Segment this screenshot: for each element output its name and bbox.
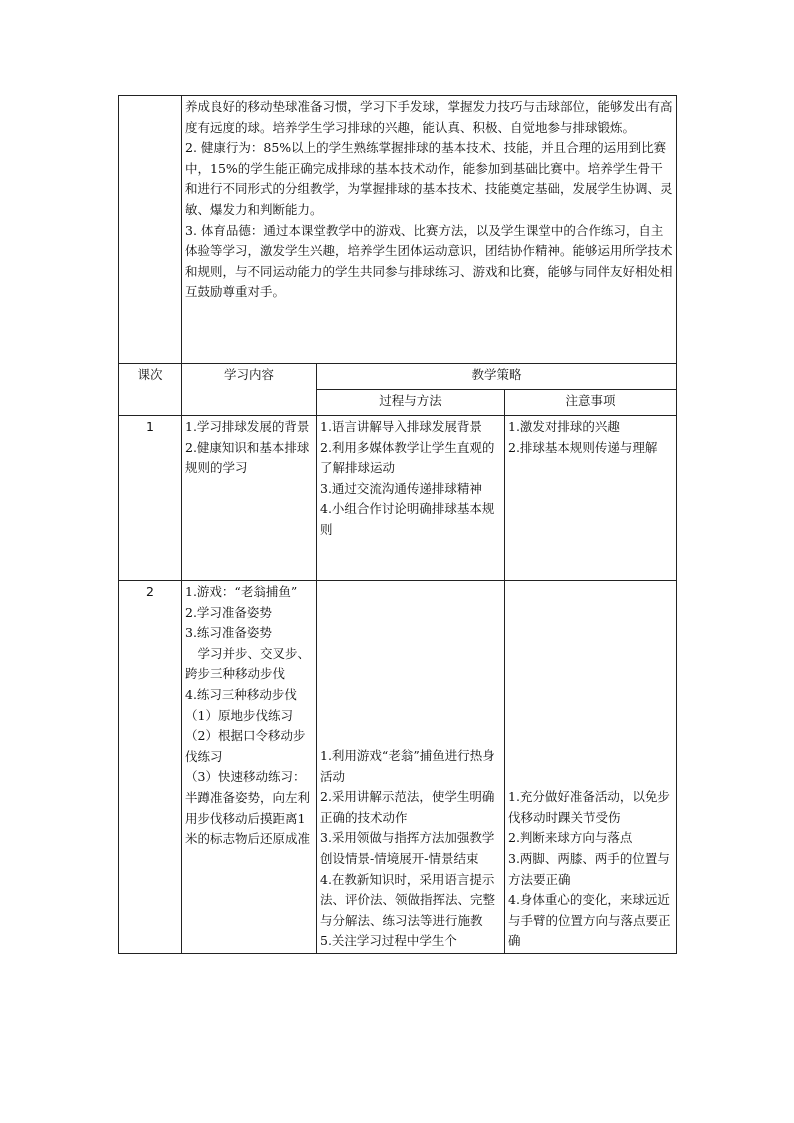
intro-paragraph: 3. 体育品德：通过本课堂教学中的游戏、比赛方法，以及学生课堂中的合作练习，自主体验等学习，激发学生兴趣，培养学生团体运动意识，团结协作精神。能够运用所学技术和规则，与不同运动能力的学生共同参与排球练习、游戏和比赛，能够与同伴友好相处相互鼓励尊重对手。 [185, 222, 673, 300]
process-item: 2.采用讲解示范法，使学生明确正确的技术动作 [320, 789, 495, 825]
notes-item: 2.排球基本规则传递与理解 [508, 439, 658, 455]
table-row [119, 581, 677, 954]
process-item: 1.利用游戏“老翁”捕鱼进行热身活动 [320, 748, 495, 784]
table-row [119, 416, 677, 581]
content-item: 2.健康知识和基本排球规则的学习 [185, 439, 310, 476]
intro-row [119, 96, 677, 364]
header-strategy: 教学策略 [317, 364, 677, 390]
lesson-number: 2 [119, 581, 182, 954]
content-cell [182, 416, 317, 581]
content-cell [182, 581, 317, 954]
content-item: 2.学习准备姿势 [185, 604, 272, 620]
process-item: 2.利用多媒体教学让学生直观的了解排球运动 [320, 439, 495, 476]
process-cell [317, 416, 505, 581]
header-notes: 注意事项 [505, 390, 677, 416]
intro-paragraph: 养成良好的移动垫球准备习惯，学习下手发球，掌握发力技巧与击球部位，能够发出有高度有远度的球。培养学生学习排球的兴趣，能认真、积极、自觉地参与排球锻炼。 [185, 99, 673, 135]
lesson-number: 1 [119, 416, 182, 581]
notes-item: 2.判断来球方向与落点 [508, 830, 633, 846]
header-lesson: 课次 [119, 364, 182, 416]
notes-item: 1.激发对排球的兴趣 [508, 419, 620, 434]
header-row-1 [119, 364, 677, 390]
notes-cell [505, 581, 677, 954]
process-item: 1.语言讲解导入排球发展背景 [320, 419, 482, 434]
notes-item: 3.两脚、两膝、两手的位置与方法要正确 [508, 851, 670, 887]
intro-left-cell [119, 96, 182, 364]
notes-item: 4.身体重心的变化，来球远近与手臂的位置方向与落点要正确 [508, 892, 671, 949]
process-cell [317, 581, 505, 954]
process-item: 3.采用领做与指挥方法加强教学 [320, 830, 495, 846]
process-item: 创设情景-情境展开-情景结束 [320, 851, 479, 867]
notes-item: 1.充分做好准备活动，以免步伐移动时踝关节受伤 [508, 789, 670, 825]
process-item: 3.通过交流沟通传递排球精神 [320, 480, 482, 496]
content-item: 1.游戏：“老翁捕鱼” [185, 584, 298, 599]
process-item: 4.在教新知识时，采用语言提示法、评价法、领做指挥法、完整与分解法、练习法等进行施教 [320, 871, 496, 928]
lesson-plan-table [118, 95, 677, 954]
content-item: 学习并步、交叉步、跨步三种移动步伐 [185, 645, 311, 682]
header-process: 过程与方法 [317, 390, 505, 416]
content-item: （2）根据口令移动步伐练习 [185, 728, 306, 764]
content-item: 1.学习排球发展的背景 [185, 419, 310, 434]
content-item: （1）原地步伐练习 [185, 707, 293, 723]
intro-text-cell [182, 96, 677, 364]
content-item: （3）快速移动练习：半蹲准备姿势，向左利用步伐移动后摸距离1米的标志物后还原成准 [185, 769, 311, 847]
process-item: 4.小组合作讨论明确排球基本规则 [320, 501, 495, 537]
header-content: 学习内容 [182, 364, 317, 416]
content-item: 3.练习准备姿势 [185, 625, 272, 641]
intro-paragraph: 2. 健康行为：85%以上的学生熟练掌握排球的基本技术、技能，并且合理的运用到比赛中，15%的学生能正确完成排球的基本技术动作，能参加到基础比赛中。培养学生骨干和进行不同形式的分组教学，为掌握排球的基本技术、技能奠定基础，发展学生协调、灵敏、爆发力和判断能力。 [185, 140, 673, 217]
content-item: 4.练习三种移动步伐 [185, 686, 297, 702]
process-item: 5.关注学习过程中学生个 [320, 933, 457, 949]
notes-cell [505, 416, 677, 581]
